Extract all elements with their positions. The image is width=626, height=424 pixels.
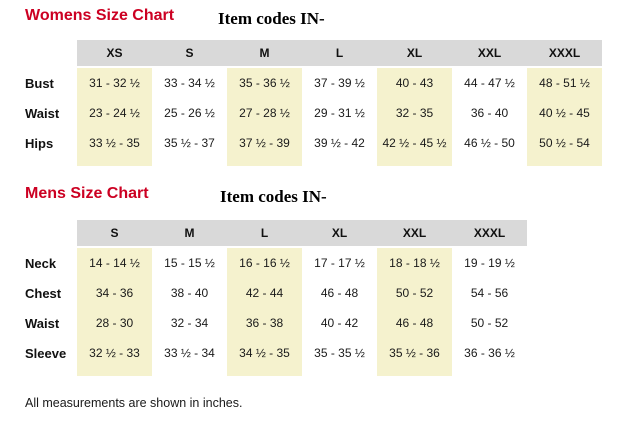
size-cell: 50 - 52 [470,316,509,330]
size-cell: 36 - 40 [470,106,509,120]
column-header: L [302,40,377,66]
column-bottom-pad [302,368,377,376]
size-cell: 35 - 35 ½ [314,346,365,360]
size-cell: 25 - 26 ½ [164,106,215,120]
table-row [25,278,527,308]
size-cell: 29 - 31 ½ [314,106,365,120]
womens-size-table [25,40,602,166]
column-header: M [227,40,302,66]
column-bottom-pad [152,368,227,376]
column-header: S [77,220,152,246]
size-cell: 23 - 24 ½ [77,98,152,128]
column-header: XXXL [452,220,527,246]
size-cell: 15 - 15 ½ [164,256,215,270]
column-header: S [152,40,227,66]
size-cell: 46 ½ - 50 [464,136,515,150]
column-bottom-pad [152,158,227,166]
table-row [25,128,602,158]
column-header: M [152,220,227,246]
row-label: Sleeve [25,345,67,361]
size-cell: 38 - 40 [170,286,209,300]
size-cell: 44 - 47 ½ [464,76,515,90]
size-cell: 18 - 18 ½ [377,248,452,278]
size-cell: 32 - 34 [170,316,209,330]
column-bottom-pad [77,158,152,166]
size-cell: 50 ½ - 54 [527,128,602,158]
size-cell: 40 - 43 [377,68,452,98]
column-bottom-pad [377,368,452,376]
womens-item-codes-heading: Item codes IN- [218,9,325,28]
size-cell: 54 - 56 [470,286,509,300]
table-corner-spacer [25,40,77,66]
size-cell: 40 ½ - 45 [527,98,602,128]
table-row [25,68,602,98]
size-cell: 16 - 16 ½ [227,248,302,278]
column-bottom-pad [302,158,377,166]
column-header: XXL [452,40,527,66]
size-cell: 34 ½ - 35 [227,338,302,368]
mens-item-codes-heading: Item codes IN- [220,187,327,206]
size-cell: 35 ½ - 37 [164,136,215,150]
size-cell: 32 ½ - 33 [77,338,152,368]
row-label: Hips [25,135,54,151]
column-header: XS [77,40,152,66]
row-label: Waist [25,105,60,121]
size-cell: 33 ½ - 35 [77,128,152,158]
table-row [25,308,527,338]
table-corner-spacer [25,220,77,246]
size-cell: 46 - 48 [377,308,452,338]
column-bottom-pad [77,368,152,376]
table-row [25,338,527,368]
size-cell: 32 - 35 [377,98,452,128]
column-bottom-pad [25,158,77,166]
size-cell: 48 - 51 ½ [527,68,602,98]
size-cell: 17 - 17 ½ [314,256,365,270]
size-cell: 37 ½ - 39 [227,128,302,158]
size-cell: 50 - 52 [377,278,452,308]
column-bottom-pad [227,158,302,166]
size-cell: 36 - 38 [227,308,302,338]
size-cell: 39 ½ - 42 [314,136,365,150]
size-cell: 19 - 19 ½ [464,256,515,270]
size-cell: 35 ½ - 36 [377,338,452,368]
column-bottom-pad [452,368,527,376]
mens-size-table [25,220,527,376]
size-cell: 14 - 14 ½ [77,248,152,278]
size-cell: 27 - 28 ½ [227,98,302,128]
row-label: Chest [25,285,62,301]
column-header: XXL [377,220,452,246]
size-cell: 33 ½ - 34 [164,346,215,360]
size-cell: 28 - 30 [77,308,152,338]
column-bottom-pad [377,158,452,166]
column-header: L [227,220,302,246]
column-header: XXXL [527,40,602,66]
column-bottom-pad [25,368,77,376]
column-header: XL [302,220,377,246]
row-label: Neck [25,255,57,271]
size-cell: 33 - 34 ½ [164,76,215,90]
womens-size-chart-title: Womens Size Chart [25,7,175,24]
size-cell: 40 - 42 [320,316,359,330]
measurements-note: All measurements are shown in inches. [25,396,243,410]
table-row [25,98,602,128]
size-cell: 34 - 36 [77,278,152,308]
column-bottom-pad [452,158,527,166]
column-bottom-pad [227,368,302,376]
size-cell: 42 ½ - 45 ½ [377,128,452,158]
row-label: Bust [25,75,54,91]
table-row [25,248,527,278]
size-cell: 46 - 48 [320,286,359,300]
size-cell: 37 - 39 ½ [314,76,365,90]
size-cell: 36 - 36 ½ [464,346,515,360]
column-bottom-pad [527,158,602,166]
size-cell: 31 - 32 ½ [77,68,152,98]
mens-size-chart-title: Mens Size Chart [25,185,149,202]
size-cell: 35 - 36 ½ [227,68,302,98]
column-header: XL [377,40,452,66]
row-label: Waist [25,315,60,331]
size-cell: 42 - 44 [227,278,302,308]
